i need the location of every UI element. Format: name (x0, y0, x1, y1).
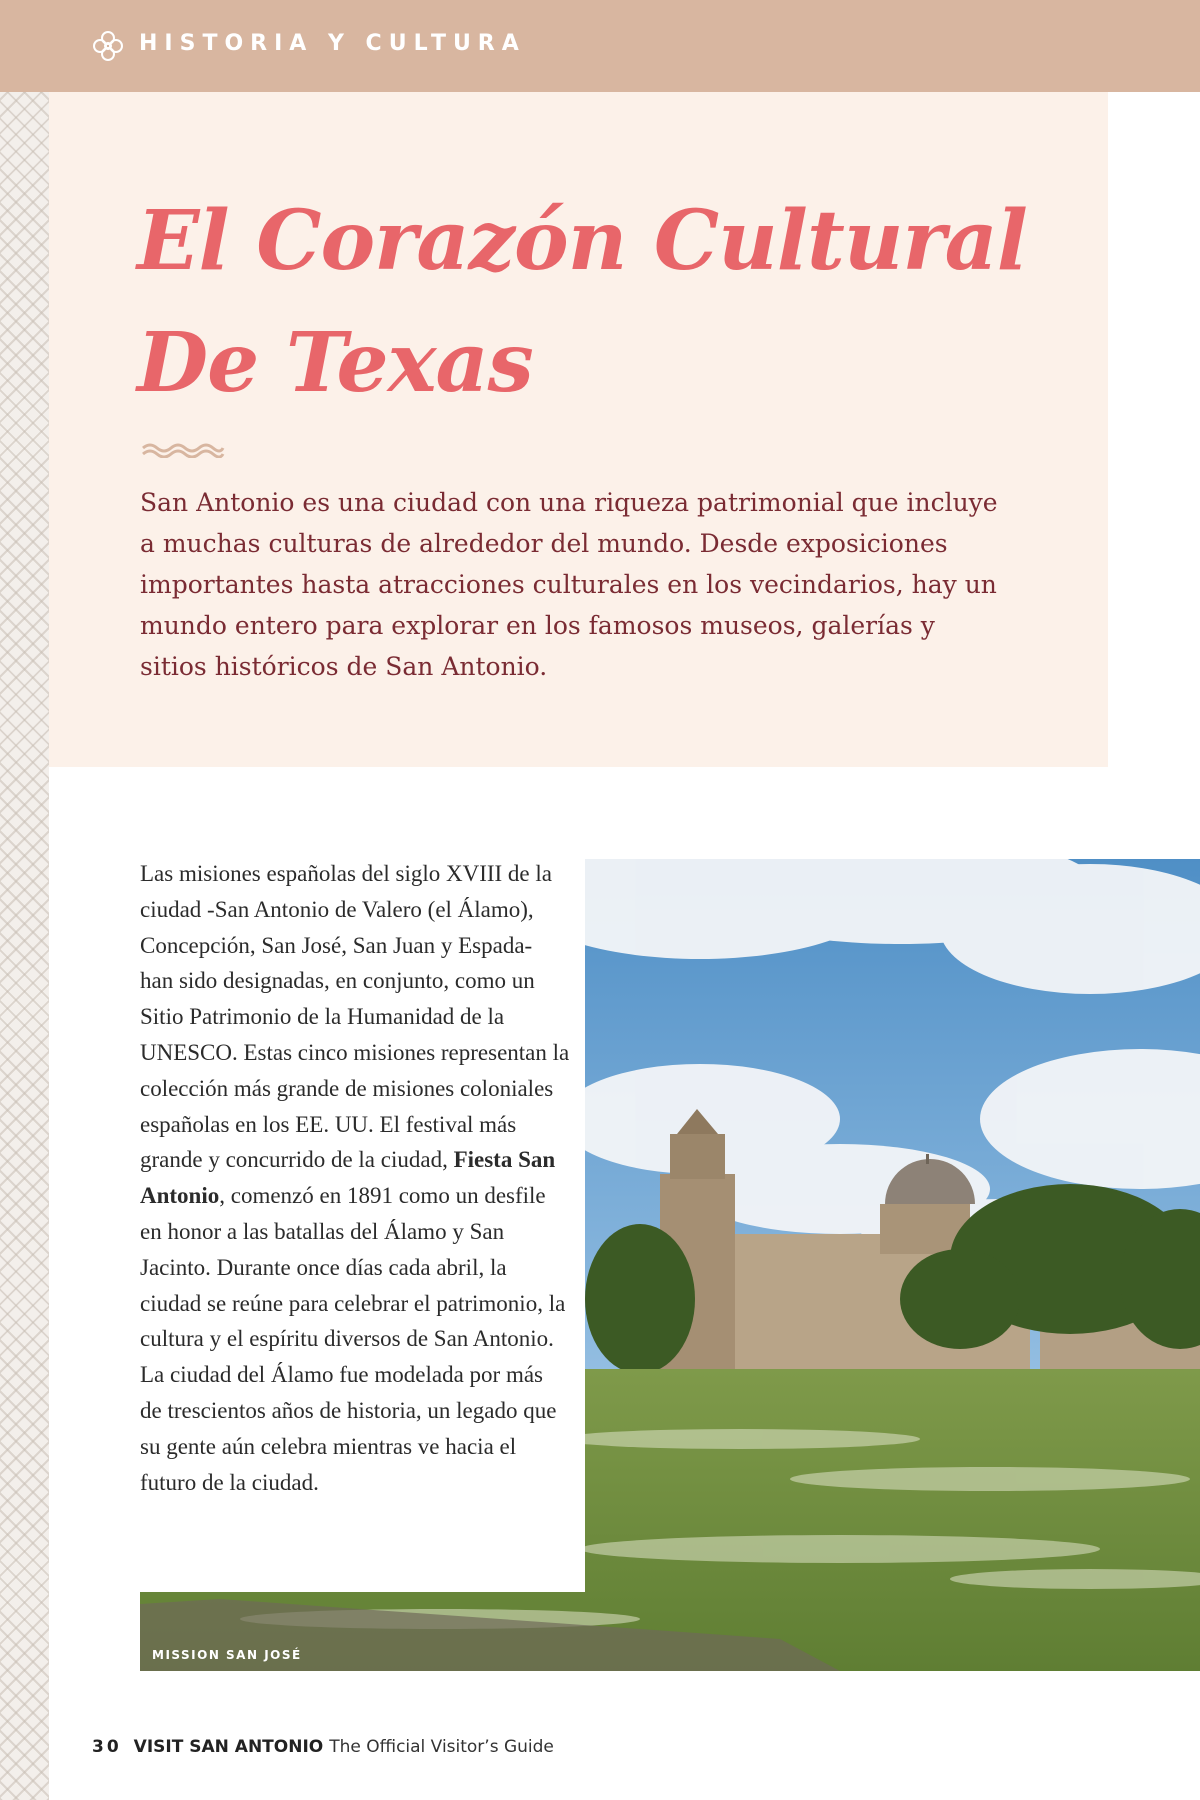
body-text-before: Las misiones españolas del siglo XVIII de la ciudad -San Antonio de Valero (el Álamo), Concepción, San José, San Juan y Espada- han sido designadas, en conjunto, como un Sitio Patrimonio de la Humanidad de la UNESCO. Estas cinco misiones representan la colección más grande de misiones coloniales españolas en los EE. UU. El festival más grande y concurrido de la ciudad, (140, 861, 570, 1173)
title-line-1: El Corazón Cultural (137, 193, 1027, 289)
section-banner (0, 0, 1200, 92)
page-number: 30 (92, 1737, 122, 1757)
page-footer (92, 1737, 554, 1757)
page-title (137, 180, 1037, 424)
body-paragraph (140, 856, 570, 1500)
intro-paragraph: San Antonio es una ciudad con una riqueza patrimonial que incluye a muchas culturas de alrededor del mundo. Desde exposiciones importantes hasta atracciones culturales en los vecindarios, hay un mundo entero para explorar en los famosos museos, galerías y sitios históricos de San Antonio. (140, 488, 998, 681)
footer-brand: VISIT SAN ANTONIO (133, 1737, 324, 1757)
photo-caption: MISSION SAN JOSÉ (152, 1648, 302, 1662)
title-line-2: De Texas (137, 315, 533, 411)
ornament-icon (91, 29, 125, 63)
decorative-pattern-strip (0, 92, 49, 1800)
fiesta-san-antonio-bold: Fiesta San Antonio (140, 1147, 556, 1209)
intro-box (49, 92, 1108, 767)
body-text-after: , comenzó en 1891 como un desfile en honor a las batallas del Álamo y San Jacinto. Durante once días cada abril, la ciudad se reúne para celebrar el patrimonio, la cultura y el espíritu diversos de San Antonio. La ciudad del Álamo fue modelada por más de trescientos años de historia, un legado que su gente aún celebra mientras ve hacia el futuro de la ciudad. (140, 1183, 566, 1495)
wavy-divider (141, 442, 225, 458)
section-label: HISTORIA Y CULTURA (139, 31, 526, 56)
footer-subtitle: The Official Visitor’s Guide (329, 1737, 554, 1757)
